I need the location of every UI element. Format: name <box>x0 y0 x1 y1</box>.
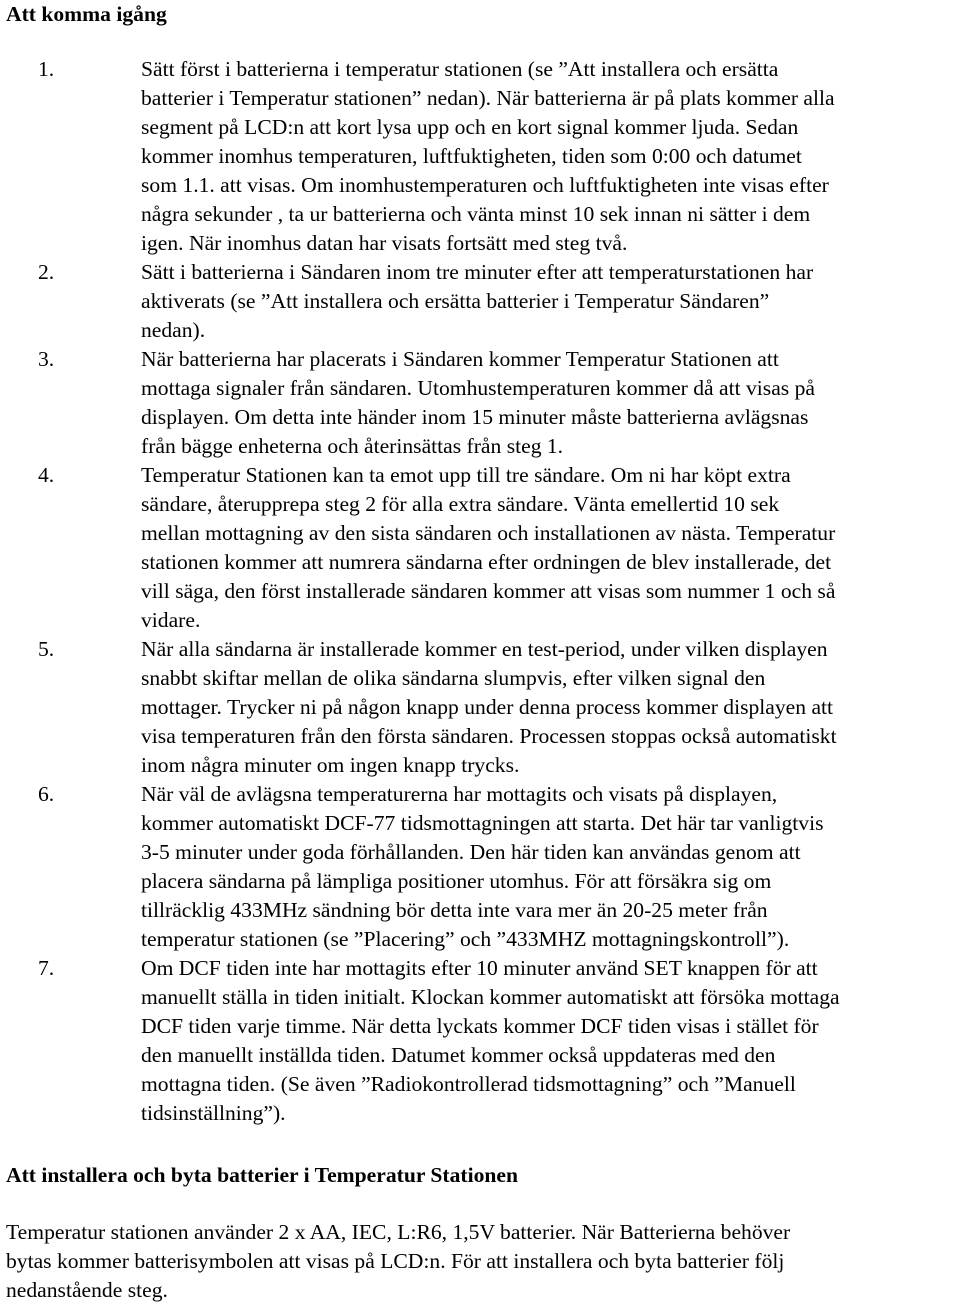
steps-list <box>6 55 960 1128</box>
list-item <box>6 55 960 258</box>
batteries-paragraph: Temperatur stationen använder 2 x AA, IEC, L:R6, 1,5V batterier. När Batterierna behöver bytas kommer batterisymbolen att visas på LCD:n. För att installera och byta batterier följ nedanstående steg. <box>6 1220 791 1302</box>
step-number: 6. <box>38 782 55 806</box>
step-number: 7. <box>38 956 55 980</box>
section-heading-getting-started: Att komma igång <box>6 2 167 26</box>
section-heading-batteries: Att installera och byta batterier i Temperatur Stationen <box>6 1163 519 1187</box>
step-text: När batterierna har placerats i Sändaren kommer Temperatur Stationen att mottaga signaler från sändaren. Utomhustemperaturen kommer då att visas på displayen. Om detta inte händer inom 15 minuter måste batterierna avlägsnas från bägge enheterna och återinsättas från steg 1. <box>141 347 815 458</box>
list-item <box>6 635 960 780</box>
step-number: 2. <box>38 260 55 284</box>
step-text: När alla sändarna är installerade kommer en test-period, under vilken displayen snabbt skiftar mellan de olika sändarna slumpvis, efter vilken signal den mottager. Trycker ni på någon knapp under denna process kommer displayen att visa temperaturen från den första sändaren. Processen stoppas också automatiskt inom några minuter om ingen knapp trycks. <box>141 637 837 777</box>
step-text: När väl de avlägsna temperaturerna har mottagits och visats på displayen, kommer automatiskt DCF-77 tidsmottagningen att starta. Det här tar vanligtvis 3-5 minuter under goda förhållanden. Den här tiden kan användas genom att placera sändarna på lämpliga positioner utomhus. För att försäkra sig om tillräcklig 433MHz sändning bör detta inte vara mer än 20-25 meter från temperatur stationen (se ”Placering” och ”433MHZ mottagningskontroll”). <box>141 782 824 951</box>
list-item <box>6 345 960 461</box>
step-number: 5. <box>38 637 55 661</box>
list-item <box>6 461 960 635</box>
step-text: Temperatur Stationen kan ta emot upp till tre sändare. Om ni har köpt extra sändare, återupprepa steg 2 för alla extra sändare. Vänta emellertid 10 sek mellan mottagning av den sista sändaren och installationen av nästa. Temperatur stationen kommer att numrera sändarna efter ordningen de blev installerade, det vill säga, den först installerade sändaren kommer att visas som nummer 1 och så vidare. <box>141 463 836 632</box>
step-number: 4. <box>38 463 55 487</box>
step-text: Sätt i batterierna i Sändaren inom tre minuter efter att temperaturstationen har aktiverats (se ”Att installera och ersätta batterier i Temperatur Sändaren” nedan). <box>141 260 814 342</box>
list-item <box>6 954 960 1128</box>
step-text: Sätt först i batterierna i temperatur stationen (se ”Att installera och ersätta batterier i Temperatur stationen” nedan). När batterierna är på plats kommer alla segment på LCD:n att kort lysa upp och en kort signal kommer ljuda. Sedan kommer inomhus temperaturen, luftfuktigheten, tiden som 0:00 och datumet som 1.1. att visas. Om inomhustemperaturen och luftfuktigheten inte visas efter några sekunder , ta ur batterierna och vänta minst 10 sek innan ni sätter i dem igen. När inomhus datan har visats fortsätt med steg två. <box>141 57 835 255</box>
list-item <box>6 780 960 954</box>
step-text: Om DCF tiden inte har mottagits efter 10 minuter använd SET knappen för att manuellt ställa in tiden initialt. Klockan kommer automatiskt att försöka mottaga DCF tiden varje timme. När detta lyckats kommer DCF tiden visas i stället för den manuellt inställda tiden. Datumet kommer också uppdateras med den mottagna tiden. (Se även ”Radiokontrollerad tidsmottagning” och ”Manuell tidsinställning”). <box>141 956 840 1125</box>
list-item <box>6 258 960 345</box>
step-number: 1. <box>38 57 55 81</box>
step-number: 3. <box>38 347 55 371</box>
